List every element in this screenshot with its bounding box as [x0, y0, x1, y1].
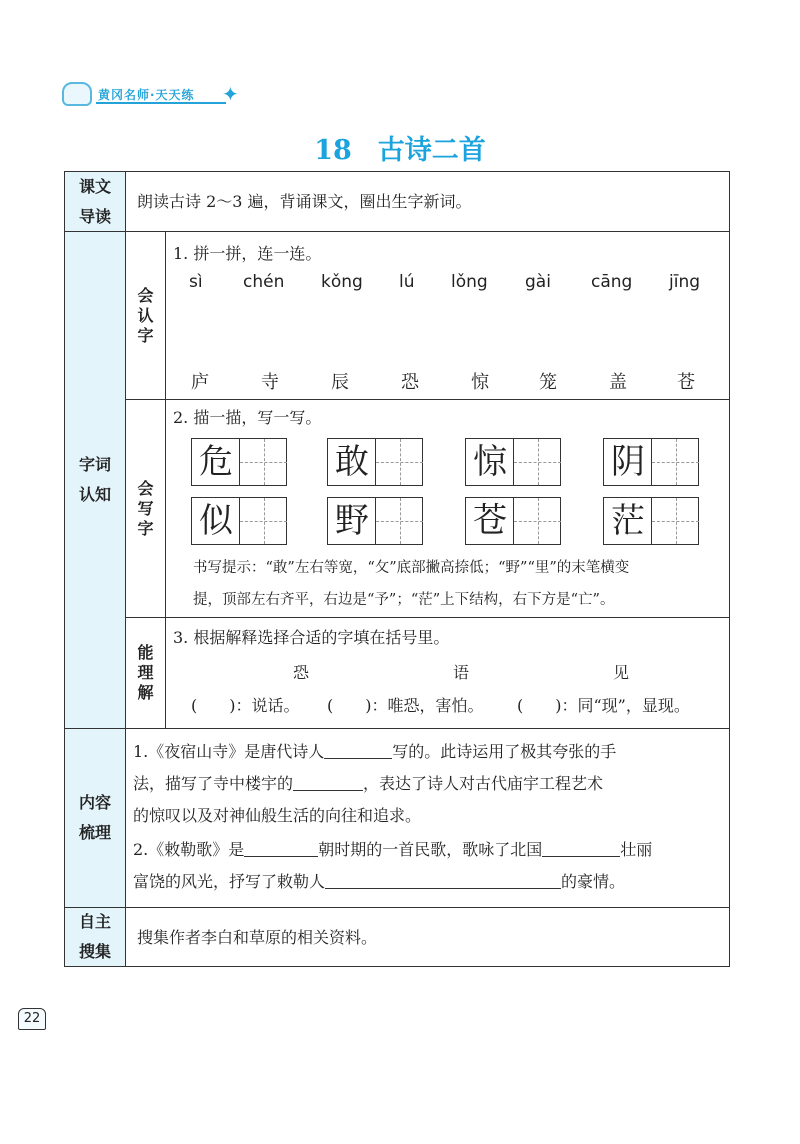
- pinyin-item: gài: [525, 272, 551, 292]
- label-zizhu-souji: 自主 搜集: [65, 908, 125, 966]
- star-icon: ✦: [222, 82, 239, 106]
- char-item: 笼: [539, 372, 557, 393]
- option-char: 见: [613, 663, 630, 682]
- pinyin-item: chén: [243, 272, 285, 292]
- writing-grid[interactable]: 茫: [603, 497, 699, 545]
- char-item: 庐: [191, 372, 209, 393]
- pinyin-item: lǒng: [451, 272, 488, 292]
- char-item: 盖: [609, 372, 627, 393]
- answer-blank[interactable]: [324, 743, 392, 759]
- content-q2-line2: 富饶的风光，抒写了敕勒人 的豪情。: [133, 872, 626, 891]
- option-char: 语: [453, 663, 470, 682]
- definition-item: ( )：唯恐，害怕。: [327, 696, 484, 715]
- label-huixiezi: 会 写 字: [137, 478, 154, 538]
- page-title: [0, 128, 800, 167]
- label-zici-renzhi: 字词 认知: [65, 232, 125, 728]
- nenglijie-instruction: 3. 根据解释选择合适的字填在括号里。: [173, 628, 450, 647]
- content-q1-line3: 的惊叹以及对神仙般生活的向往和追求。: [133, 806, 422, 825]
- writing-grid[interactable]: 危: [191, 438, 287, 486]
- char-item: 寺: [261, 372, 279, 393]
- writing-grid[interactable]: 惊: [465, 438, 561, 486]
- pinyin-item: sì: [189, 272, 203, 292]
- writing-grid[interactable]: 敢: [327, 438, 423, 486]
- lesson-title: 古诗二首: [377, 135, 486, 166]
- char-item: 恐: [401, 372, 419, 393]
- huirenzi-instruction: 1. 拼一拼，连一连。: [173, 244, 322, 263]
- content-q2-line1: 2.《敕勒歌》是 朝时期的一首民歌，歌咏了北国 壮丽: [133, 840, 653, 859]
- definition-item: ( )：说话。: [191, 696, 300, 715]
- definition-item: ( )：同“现”，显现。: [517, 696, 690, 715]
- worksheet-table: [64, 171, 730, 967]
- writing-grid[interactable]: 苍: [465, 497, 561, 545]
- label-nenglijie: 能 理 解: [137, 643, 154, 702]
- writing-grid[interactable]: 阴: [603, 438, 699, 486]
- zizhu-text: 搜集作者李白和草原的相关资料。: [137, 928, 378, 947]
- answer-blank[interactable]: [293, 775, 363, 791]
- writing-tip-line1: 书写提示：“敢”左右等宽，“攵”底部撇高捺低；“野”“里”的末笔横变: [193, 560, 630, 576]
- content-q1-line2: 法，描写了寺中楼宇的 ，表达了诗人对古代庙宇工程艺术: [133, 774, 604, 793]
- brand-underline: [96, 102, 226, 104]
- kewen-text: 朗读古诗 2～3 遍，背诵课文，圈出生字新词。: [137, 192, 472, 211]
- page-number: 22: [18, 1008, 46, 1030]
- pinyin-item: jīng: [669, 272, 701, 292]
- char-item: 苍: [677, 372, 695, 393]
- answer-blank[interactable]: [244, 841, 318, 857]
- pinyin-item: kǒng: [321, 272, 363, 292]
- lesson-number: 18: [314, 135, 352, 166]
- answer-blank[interactable]: [542, 841, 620, 857]
- huixiezi-instruction: 2. 描一描，写一写。: [173, 408, 322, 427]
- bear-icon: [62, 82, 92, 106]
- label-neirong-shuli: 内容 梳理: [65, 729, 125, 907]
- writing-grid[interactable]: 似: [191, 497, 287, 545]
- pinyin-item: lú: [399, 272, 415, 292]
- label-kewen-daodu: 课文 导读: [65, 172, 125, 231]
- writing-grid[interactable]: 野: [327, 497, 423, 545]
- writing-tip-line2: 提，顶部左右齐平，右边是“予”；“茫”上下结构，右下方是“亡”。: [193, 592, 615, 608]
- brand-logo: [62, 80, 242, 110]
- brand-text: 黄冈名师·天天练: [98, 88, 195, 102]
- option-char: 恐: [293, 663, 310, 682]
- content-q1-line1: 1.《夜宿山寺》是唐代诗人 写的。此诗运用了极其夸张的手: [133, 742, 617, 761]
- char-item: 辰: [331, 372, 349, 393]
- pinyin-item: cāng: [591, 272, 633, 292]
- answer-blank[interactable]: [325, 873, 561, 889]
- char-item: 惊: [471, 372, 489, 393]
- label-huirenzi: 会 认 字: [137, 285, 154, 345]
